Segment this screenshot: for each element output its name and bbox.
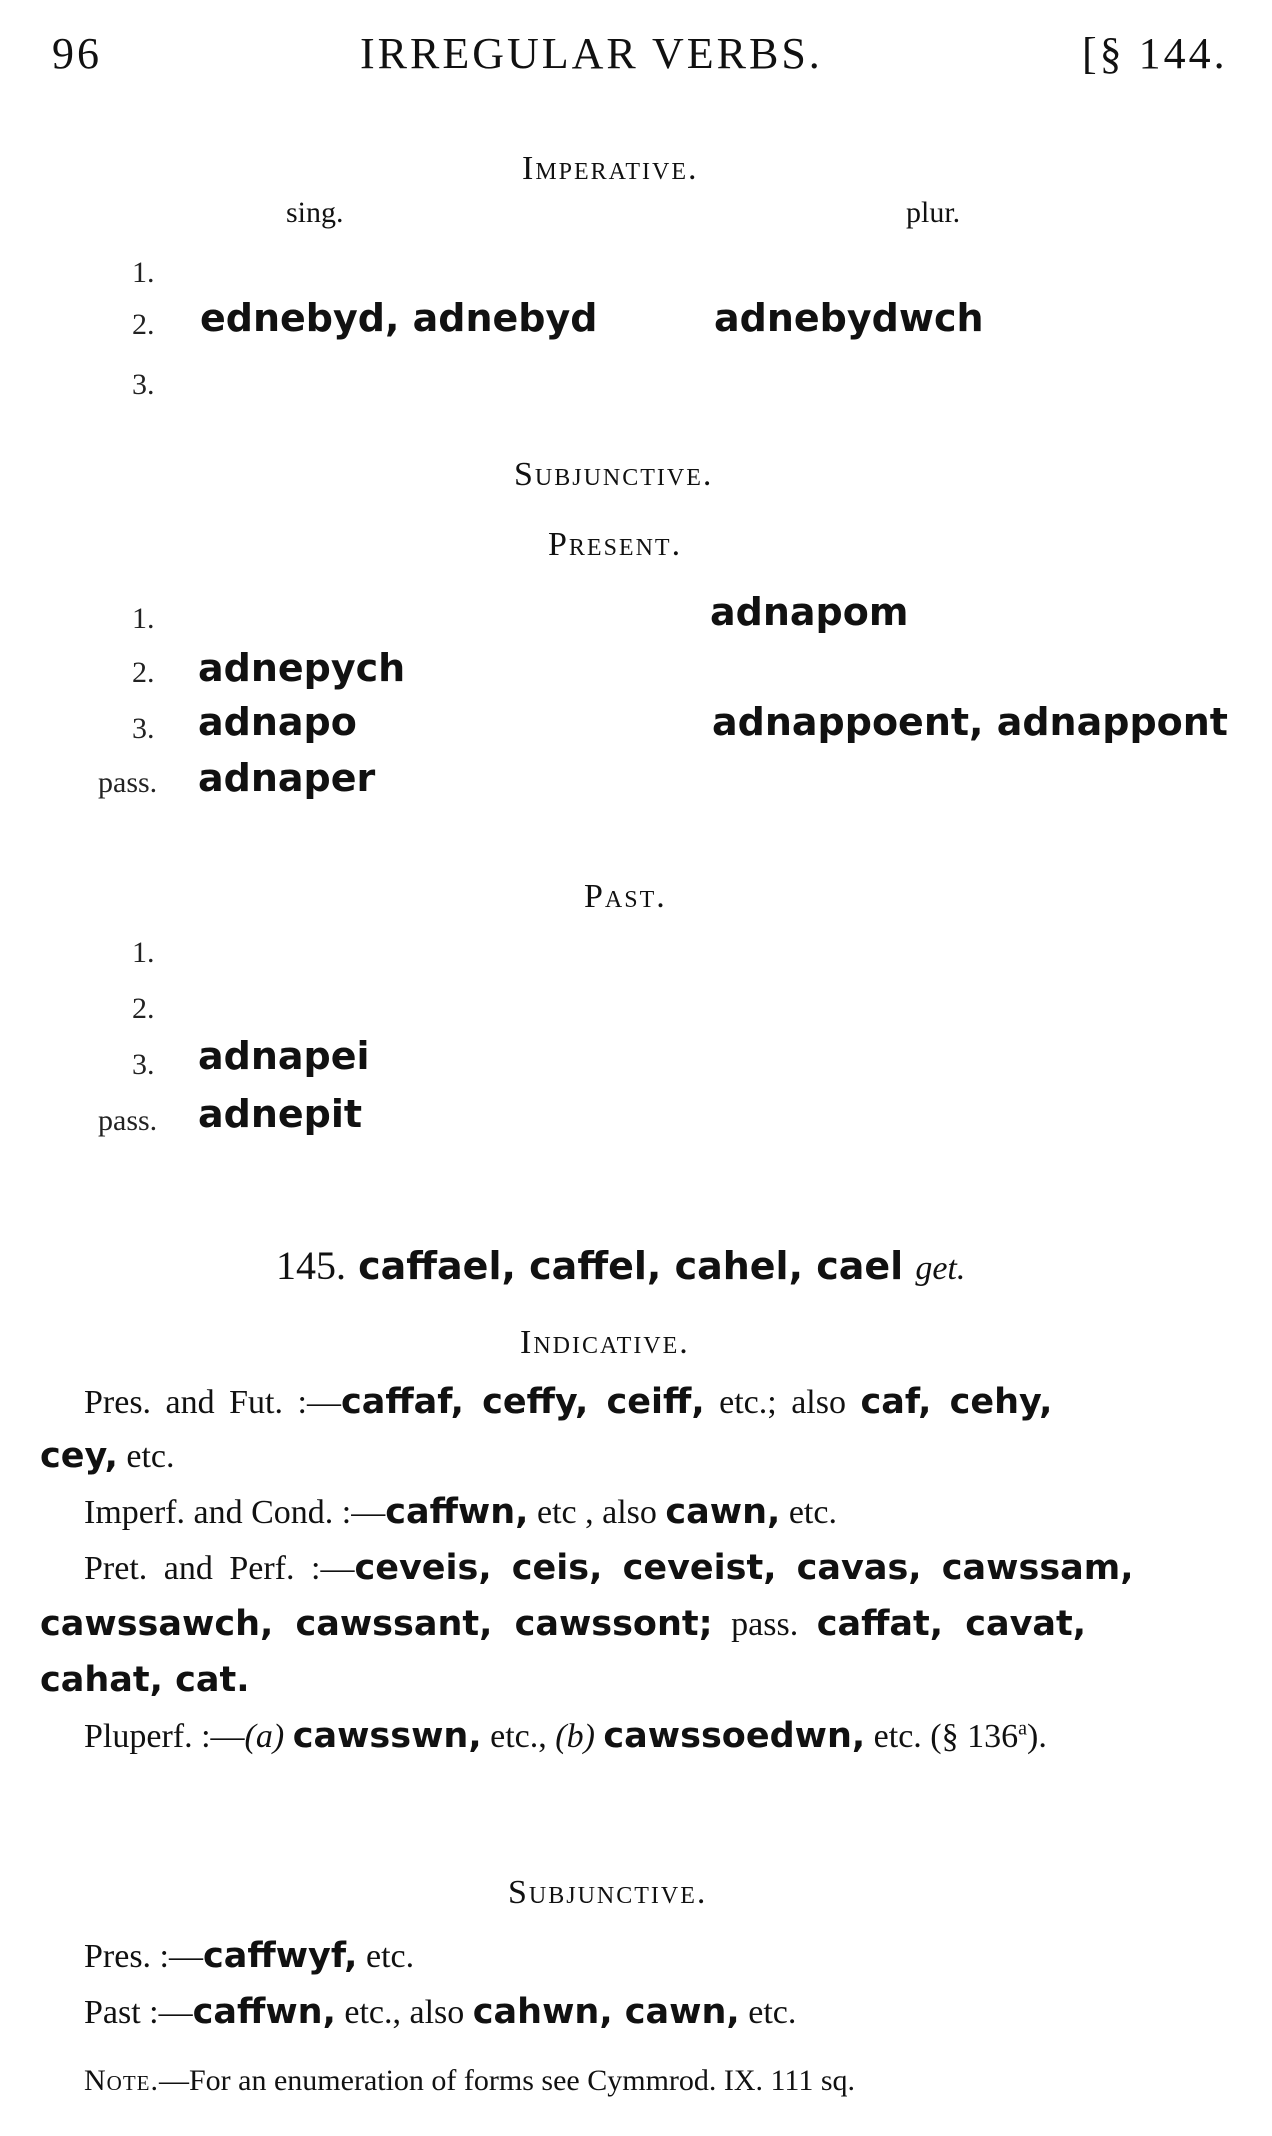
tense-label: Pluperf. :— xyxy=(84,1718,245,1755)
subjunctive-heading-145: Subjunctive. xyxy=(508,1874,708,1911)
imperf-line xyxy=(84,1492,837,1532)
pret-line-1 xyxy=(84,1548,1134,1588)
present-sing-2: adnepych xyxy=(198,646,406,690)
text: etc. xyxy=(748,1994,797,2031)
person-label: 3. xyxy=(132,712,155,745)
indicative-heading: Indicative. xyxy=(520,1324,690,1361)
col-sing-label: sing. xyxy=(286,196,344,229)
past-sing-3: adnapei xyxy=(198,1034,370,1078)
tense-label: Pres. :— xyxy=(84,1938,203,1975)
gloss: get. xyxy=(915,1250,966,1287)
form: caffwn, xyxy=(385,1492,529,1532)
person-label: 1. xyxy=(132,256,155,289)
text: etc., also xyxy=(344,1994,465,2031)
pres-fut-line-1 xyxy=(84,1382,1052,1422)
text: etc.; also xyxy=(719,1384,846,1421)
note-text: —For an enumeration of forms see Cymmrod. IX. 111 sq. xyxy=(159,2064,855,2097)
text: ). xyxy=(1027,1718,1047,1755)
text: etc. xyxy=(788,1494,837,1531)
tense-label: Pret. and Perf. :— xyxy=(84,1550,355,1587)
imperative-heading: Imperative. xyxy=(522,150,699,187)
passive-label: pass. xyxy=(98,1104,158,1137)
form: caffaf, ceffy, ceiff, xyxy=(340,1382,705,1422)
person-label: 2. xyxy=(132,992,155,1025)
section-reference: [§ 144. xyxy=(1082,29,1228,78)
section-number: 145. xyxy=(276,1243,346,1288)
tense-label: Pres. and Fut. :— xyxy=(84,1384,341,1421)
text: etc , also xyxy=(536,1494,657,1531)
present-passive: adnaper xyxy=(198,756,376,800)
text: etc., xyxy=(490,1718,547,1755)
imperative-plur-2: adnebydwch xyxy=(714,296,984,340)
person-label: 3. xyxy=(132,1048,155,1081)
sub-pres-line xyxy=(84,1936,414,1976)
text: etc. (§ 136 xyxy=(873,1718,1019,1755)
pret-line-3 xyxy=(40,1660,250,1700)
person-label: 2. xyxy=(132,308,155,341)
form: cahat, cat. xyxy=(40,1660,250,1700)
page-number: 96 xyxy=(52,29,102,78)
present-plur-1: adnapom xyxy=(710,590,909,634)
pret-line-2 xyxy=(40,1604,1086,1644)
person-label: 2. xyxy=(132,656,155,689)
form: cawssoedwn, xyxy=(603,1716,866,1756)
form: caffwyf, xyxy=(203,1936,358,1976)
col-plur-label: plur. xyxy=(906,196,961,229)
form: caf, cehy, xyxy=(860,1382,1053,1422)
headword: caffael, caffel, cahel, cael xyxy=(358,1244,904,1288)
running-title: IRREGULAR VERBS. xyxy=(360,29,823,78)
section-145-heading xyxy=(276,1242,965,1289)
imperative-sing-2: ednebyd, adnebyd xyxy=(200,296,598,340)
form: caffwn, xyxy=(192,1992,336,2032)
form: ceveis, ceis, ceveist, cavas, cawssam, xyxy=(354,1548,1134,1588)
note xyxy=(84,2064,855,2098)
superscript: a xyxy=(1018,1717,1028,1740)
note-label: Note. xyxy=(84,2064,159,2097)
pluperf-line xyxy=(84,1716,1047,1756)
person-label: 1. xyxy=(132,936,155,969)
form: cey, xyxy=(40,1436,118,1476)
form: cawssawch, cawssant, cawssont; xyxy=(40,1604,713,1644)
person-label: 3. xyxy=(132,368,155,401)
text: (b) xyxy=(555,1718,595,1755)
present-heading: Present. xyxy=(548,526,683,563)
pres-fut-line-2 xyxy=(40,1436,175,1476)
past-passive: adnepit xyxy=(198,1092,363,1136)
passive-label: pass. xyxy=(98,766,158,799)
subjunctive-heading: Subjunctive. xyxy=(514,456,714,493)
form: cawn, xyxy=(665,1492,781,1532)
form: caffat, cavat, xyxy=(816,1604,1087,1644)
sub-past-line xyxy=(84,1992,796,2032)
text: (a) xyxy=(244,1718,285,1755)
form: cawsswn, xyxy=(292,1716,482,1756)
present-sing-3: adnapo xyxy=(198,700,357,744)
person-label: 1. xyxy=(132,602,155,635)
present-plur-3: adnappoent, adnappont xyxy=(712,700,1228,744)
tense-label: Past :— xyxy=(84,1994,193,2031)
form: cahwn, cawn, xyxy=(472,1992,740,2032)
text: etc. xyxy=(365,1938,415,1975)
past-heading: Past. xyxy=(584,878,667,915)
tense-label: Imperf. and Cond. :— xyxy=(84,1494,386,1531)
text: etc. xyxy=(126,1438,175,1475)
text: pass. xyxy=(731,1606,799,1643)
